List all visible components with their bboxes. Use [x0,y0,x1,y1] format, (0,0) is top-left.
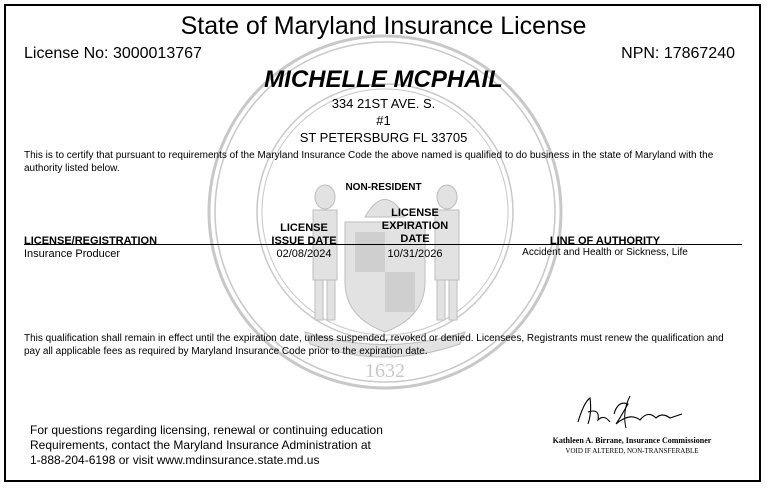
address-line-3: ST PETERSBURG FL 33705 [299,130,468,145]
certification-text: This is to certify that pursuant to requirements of the Maryland Insurance Code the above named is qualified to do business in the state of Maryland with the authority listed below. [24,150,714,174]
address-line-2: #1 [376,113,391,128]
license-number: License No: 3000013767 [24,45,202,62]
contact-line-1: For questions regarding licensing, renewal or continuing education [30,423,383,437]
contact-line-2: Requirements, contact the Maryland Insurance Administration at [30,438,371,452]
void-notice: VOID IF ALTERED, NON-TRANSFERABLE [565,447,699,455]
npn-number: NPN: 17867240 [621,45,735,62]
row-line-of-authority: Accident and Health or Sickness, Life [522,247,688,258]
row-expiration-date: 10/31/2026 [387,248,443,260]
header-expiration-date [372,207,458,246]
commissioner-signature [570,392,690,434]
row-license-registration: Insurance Producer [24,248,120,260]
table-header-rule [24,244,742,245]
licensee-name: MICHELLE MCPHAIL [264,66,503,93]
header-issue-date-line2: ISSUE DATE [271,235,337,247]
header-expiration-line2: EXPIRATION [381,220,449,232]
address-line-1: 334 21ST AVE. S. [331,96,436,111]
contact-line-3: 1-888-204-6198 or visit www.mdinsurance.state.md.us [30,453,320,467]
qualification-text: This qualification shall remain in effect until the expiration date, unless suspended, revoked or denied. Licensees, Registrants must renew the qualification and pay all applicable fees as required by Maryland Insurance Code prior to the expiration date. [24,333,724,357]
header-license-registration: LICENSE/REGISTRATION [24,235,158,247]
header-expiration-line1: LICENSE [391,207,439,219]
header-issue-date-line1: LICENSE [280,222,328,234]
header-line-of-authority: LINE OF AUTHORITY [549,235,661,247]
contact-info [30,423,383,468]
seal-year: 1632 [365,360,405,382]
row-issue-date: 02/08/2024 [276,248,332,260]
header-expiration-line3: DATE [400,233,430,245]
residency-status: NON-RESIDENT [345,182,422,193]
license-title: State of Maryland Insurance License [180,12,587,40]
commissioner-name-title: Kathleen A. Birrane, Insurance Commissioner [552,436,712,445]
